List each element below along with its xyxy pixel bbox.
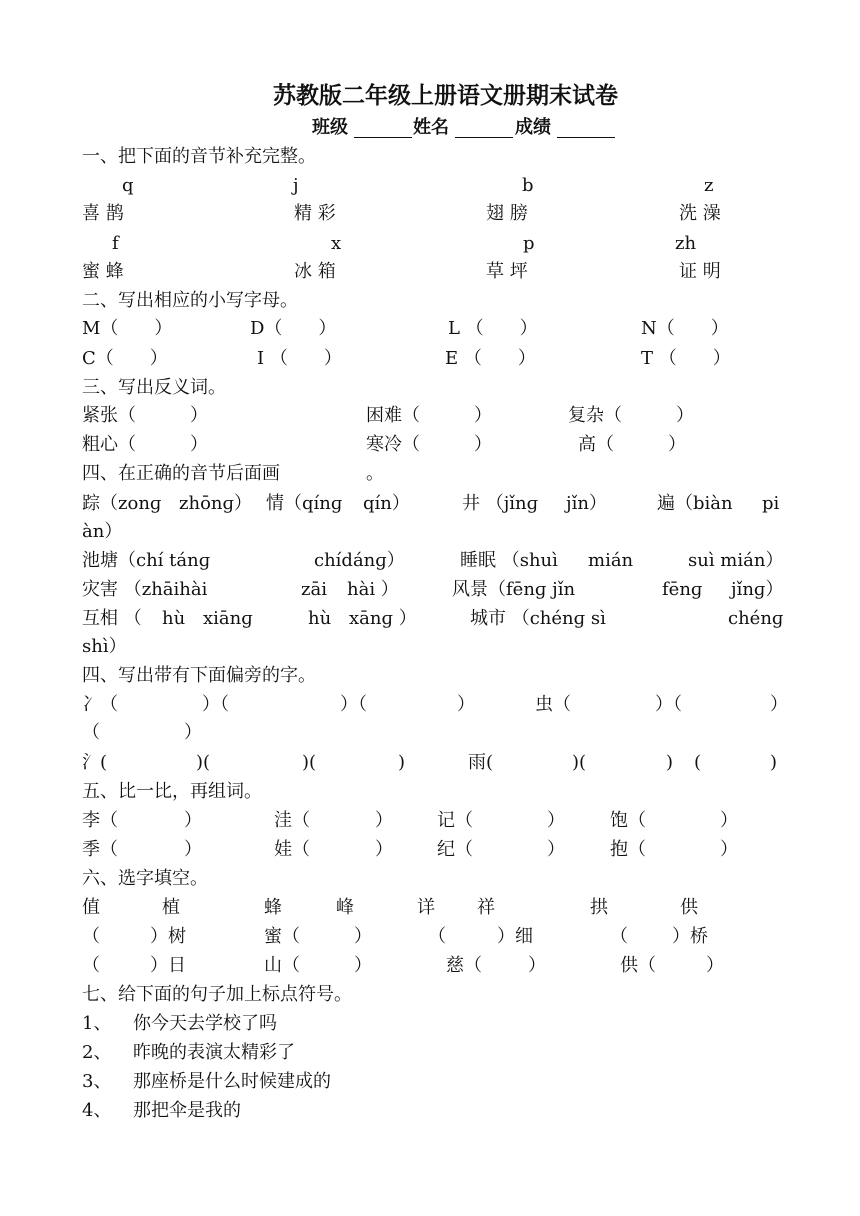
compare-bao-close: ） bbox=[720, 810, 738, 831]
score-blank[interactable] bbox=[557, 137, 615, 138]
letter-N: N（ ） bbox=[641, 318, 729, 339]
antonym-jinzhang: 紧张（ ） bbox=[82, 405, 208, 426]
pinyin-hu2: hù bbox=[308, 608, 332, 629]
antonym-gao: 高（ ） bbox=[578, 434, 686, 455]
radical-bing-3: ）（ bbox=[340, 694, 367, 715]
pinyin-jin: jǐn） bbox=[566, 493, 607, 514]
pinyin-suimian: suì mián） bbox=[688, 550, 784, 571]
pinyin-huxiang-label: 互相 （ bbox=[82, 608, 142, 629]
pinyin-bian: 遍（biàn bbox=[657, 493, 733, 514]
sentence-4-text: 那把伞是我的 bbox=[133, 1100, 241, 1121]
compare-wa-close: ） bbox=[375, 810, 393, 831]
radical-chong-wrap-close: ） bbox=[184, 722, 202, 743]
sentence-3-text: 那座桥是什么时候建成的 bbox=[133, 1071, 331, 1092]
radical-yu-4: ( bbox=[694, 752, 702, 773]
radical-yu-3: ) bbox=[666, 752, 674, 773]
radical-bing-close: ） bbox=[457, 694, 475, 715]
section-2-heading: 二、写出相应的小写字母。 bbox=[82, 290, 298, 311]
pinyin-zai: zāi bbox=[301, 579, 327, 600]
radical-yu-close: ) bbox=[770, 752, 778, 773]
word-xique: 喜 鹊 bbox=[82, 203, 124, 224]
initial-x: x bbox=[331, 233, 342, 254]
pinyin-mian: mián bbox=[588, 550, 634, 571]
pinyin-hu: hù bbox=[162, 608, 186, 629]
word-jingcai: 精 彩 bbox=[294, 203, 336, 224]
section-5-heading: 四、写出带有下面偏旁的字。 bbox=[82, 665, 316, 686]
choice-char-gong2: 供 bbox=[680, 897, 698, 918]
radical-chong-wrap-open: （ bbox=[82, 722, 100, 743]
compare-wa2-open: 娃（ bbox=[274, 839, 310, 860]
pinyin-shi: shì） bbox=[82, 636, 127, 657]
name-label: 姓名 bbox=[413, 117, 449, 138]
letter-E: E （ ） bbox=[445, 348, 536, 369]
letter-M: M（ ） bbox=[82, 318, 173, 339]
choice-char-feng: 蜂 bbox=[264, 897, 282, 918]
letter-C: C（ ） bbox=[82, 348, 168, 369]
radical-shui-3: )( bbox=[302, 752, 317, 773]
antonym-fuza: 复杂（ ） bbox=[568, 405, 694, 426]
pinyin-zong: 踪（zonɡ bbox=[82, 493, 162, 514]
radical-chong-open: 虫（ bbox=[535, 694, 571, 715]
section-4-heading-end: 。 bbox=[366, 463, 384, 484]
choice-char-zhi: 值 bbox=[82, 897, 100, 918]
compare-ji-open: 记（ bbox=[437, 810, 473, 831]
radical-bing-open: 冫（ bbox=[82, 694, 118, 715]
sentence-4-num: 4、 bbox=[82, 1100, 112, 1121]
compare-wa2-close: ） bbox=[375, 839, 393, 860]
class-blank[interactable] bbox=[354, 137, 412, 138]
pinyin-qing: 情（qínɡ bbox=[266, 493, 343, 514]
choice-char-xiang: 详 bbox=[417, 897, 435, 918]
compare-bao-open: 饱（ bbox=[610, 810, 646, 831]
pinyin-xiang: xiānɡ bbox=[203, 608, 253, 629]
fill-mi-close: ） bbox=[354, 926, 372, 947]
sentence-2-text: 昨晚的表演太精彩了 bbox=[133, 1042, 295, 1063]
fill-shan-close: ） bbox=[354, 955, 372, 976]
compare-ji3-close: ） bbox=[547, 839, 565, 860]
pinyin-qin: qín） bbox=[363, 493, 410, 514]
pinyin-jing2: jǐnɡ） bbox=[731, 579, 784, 600]
fill-xi-open: （ bbox=[428, 926, 446, 947]
choice-char-zhi2: 植 bbox=[162, 897, 180, 918]
fill-qiao-close: ）桥 bbox=[672, 926, 708, 947]
section-7-heading: 六、选字填空。 bbox=[82, 868, 208, 889]
fill-mi-open: 蜜（ bbox=[264, 926, 300, 947]
word-xizao: 洗 澡 bbox=[679, 203, 721, 224]
radical-chong-close: ） bbox=[770, 694, 788, 715]
letter-L: L （ ） bbox=[448, 318, 538, 339]
compare-bao2-open: 抱（ bbox=[610, 839, 646, 860]
pinyin-jing: 井 （jǐnɡ bbox=[462, 493, 539, 514]
section-4-heading: 四、在正确的音节后面画 bbox=[82, 463, 280, 484]
pinyin-fengjin: 风景（fēnɡ jǐn bbox=[452, 579, 576, 600]
pinyin-hai: hài ） bbox=[347, 579, 399, 600]
fill-shan-open: 山（ bbox=[264, 955, 300, 976]
compare-ji-close: ） bbox=[547, 810, 565, 831]
choice-char-xiang2: 祥 bbox=[477, 897, 495, 918]
sentence-2-num: 2、 bbox=[82, 1042, 112, 1063]
fill-xi-close: ）细 bbox=[497, 926, 533, 947]
pinyin-an: àn） bbox=[82, 521, 123, 542]
radical-shui-open: 氵( bbox=[82, 752, 108, 773]
radical-chong-2: ）（ bbox=[655, 694, 682, 715]
sentence-1-text: 你今天去学校了吗 bbox=[133, 1013, 277, 1034]
choice-char-feng2: 峰 bbox=[336, 897, 354, 918]
initial-zh: zh bbox=[675, 233, 697, 254]
letter-I: I （ ） bbox=[257, 348, 342, 369]
pinyin-cheng: chénɡ bbox=[728, 608, 784, 629]
fill-gong-open: 供（ bbox=[620, 955, 656, 976]
pinyin-xang: xānɡ ） bbox=[349, 608, 417, 629]
compare-ji2-open: 季（ bbox=[82, 839, 118, 860]
pinyin-chidang: chídánɡ） bbox=[314, 550, 405, 571]
compare-li-open: 李（ bbox=[82, 810, 118, 831]
fill-ci-open: 慈（ bbox=[446, 955, 482, 976]
pinyin-pi: pi bbox=[762, 493, 780, 514]
compare-bao2-close: ） bbox=[720, 839, 738, 860]
initial-q: q bbox=[122, 175, 134, 196]
section-8-heading: 七、给下面的句子加上标点符号。 bbox=[82, 984, 352, 1005]
word-bingxiang: 冰 箱 bbox=[294, 261, 336, 282]
pinyin-chitang: 池塘（chí tánɡ bbox=[82, 550, 211, 571]
pinyin-zhaihai: 灾害 （zhāihài bbox=[82, 579, 208, 600]
name-blank[interactable] bbox=[455, 137, 513, 138]
initial-j: j bbox=[293, 175, 299, 196]
radical-shui-close: ) bbox=[398, 752, 406, 773]
fill-shu-close: ）树 bbox=[150, 926, 186, 947]
fill-ri-close: ）日 bbox=[150, 955, 186, 976]
initial-f: f bbox=[112, 233, 119, 254]
antonym-cuxin: 粗心（ ） bbox=[82, 434, 208, 455]
antonym-hanleng: 寒冷（ ） bbox=[366, 434, 492, 455]
compare-ji2-close: ） bbox=[184, 839, 202, 860]
class-label: 班级 bbox=[312, 117, 348, 138]
page-title: 苏教版二年级上册语文册期末试卷 bbox=[273, 82, 618, 109]
pinyin-chengsi: 城市 （chénɡ sì bbox=[470, 608, 606, 629]
fill-gong-close: ） bbox=[706, 955, 724, 976]
letter-T: T （ ） bbox=[641, 348, 731, 369]
compare-li-close: ） bbox=[184, 810, 202, 831]
pinyin-feng: fēnɡ bbox=[662, 579, 703, 600]
antonym-kunnan: 困难（ ） bbox=[366, 405, 492, 426]
initial-z: z bbox=[704, 175, 714, 196]
radical-bing-2: ）（ bbox=[202, 694, 229, 715]
initial-b: b bbox=[522, 175, 534, 196]
word-chibang: 翅 膀 bbox=[486, 203, 528, 224]
radical-yu-open: 雨( bbox=[468, 752, 494, 773]
sentence-3-num: 3、 bbox=[82, 1071, 112, 1092]
radical-yu-2: )( bbox=[572, 752, 587, 773]
compare-wa-open: 洼（ bbox=[274, 810, 310, 831]
fill-qiao-open: （ bbox=[610, 926, 628, 947]
section-6-heading: 五、比一比，再组词。 bbox=[82, 781, 262, 802]
letter-D: D（ ） bbox=[250, 318, 337, 339]
radical-shui-2: )( bbox=[196, 752, 211, 773]
word-mifeng: 蜜 蜂 bbox=[82, 261, 124, 282]
score-label: 成绩 bbox=[515, 117, 551, 138]
choice-char-gong: 拱 bbox=[590, 897, 608, 918]
word-zhengming: 证 明 bbox=[679, 261, 721, 282]
section-3-heading: 三、写出反义词。 bbox=[82, 377, 226, 398]
fill-ci-close: ） bbox=[528, 955, 546, 976]
initial-p: p bbox=[523, 233, 535, 254]
compare-ji3-open: 纪（ bbox=[437, 839, 473, 860]
sentence-1-num: 1、 bbox=[82, 1013, 112, 1034]
pinyin-zhong: zhōnɡ） bbox=[179, 493, 253, 514]
section-1-heading: 一、把下面的音节补充完整。 bbox=[82, 146, 316, 167]
word-caoping: 草 坪 bbox=[486, 261, 528, 282]
fill-shu-open: （ bbox=[82, 926, 100, 947]
fill-ri-open: （ bbox=[82, 955, 100, 976]
pinyin-shui: 睡眠 （shuì bbox=[460, 550, 558, 571]
